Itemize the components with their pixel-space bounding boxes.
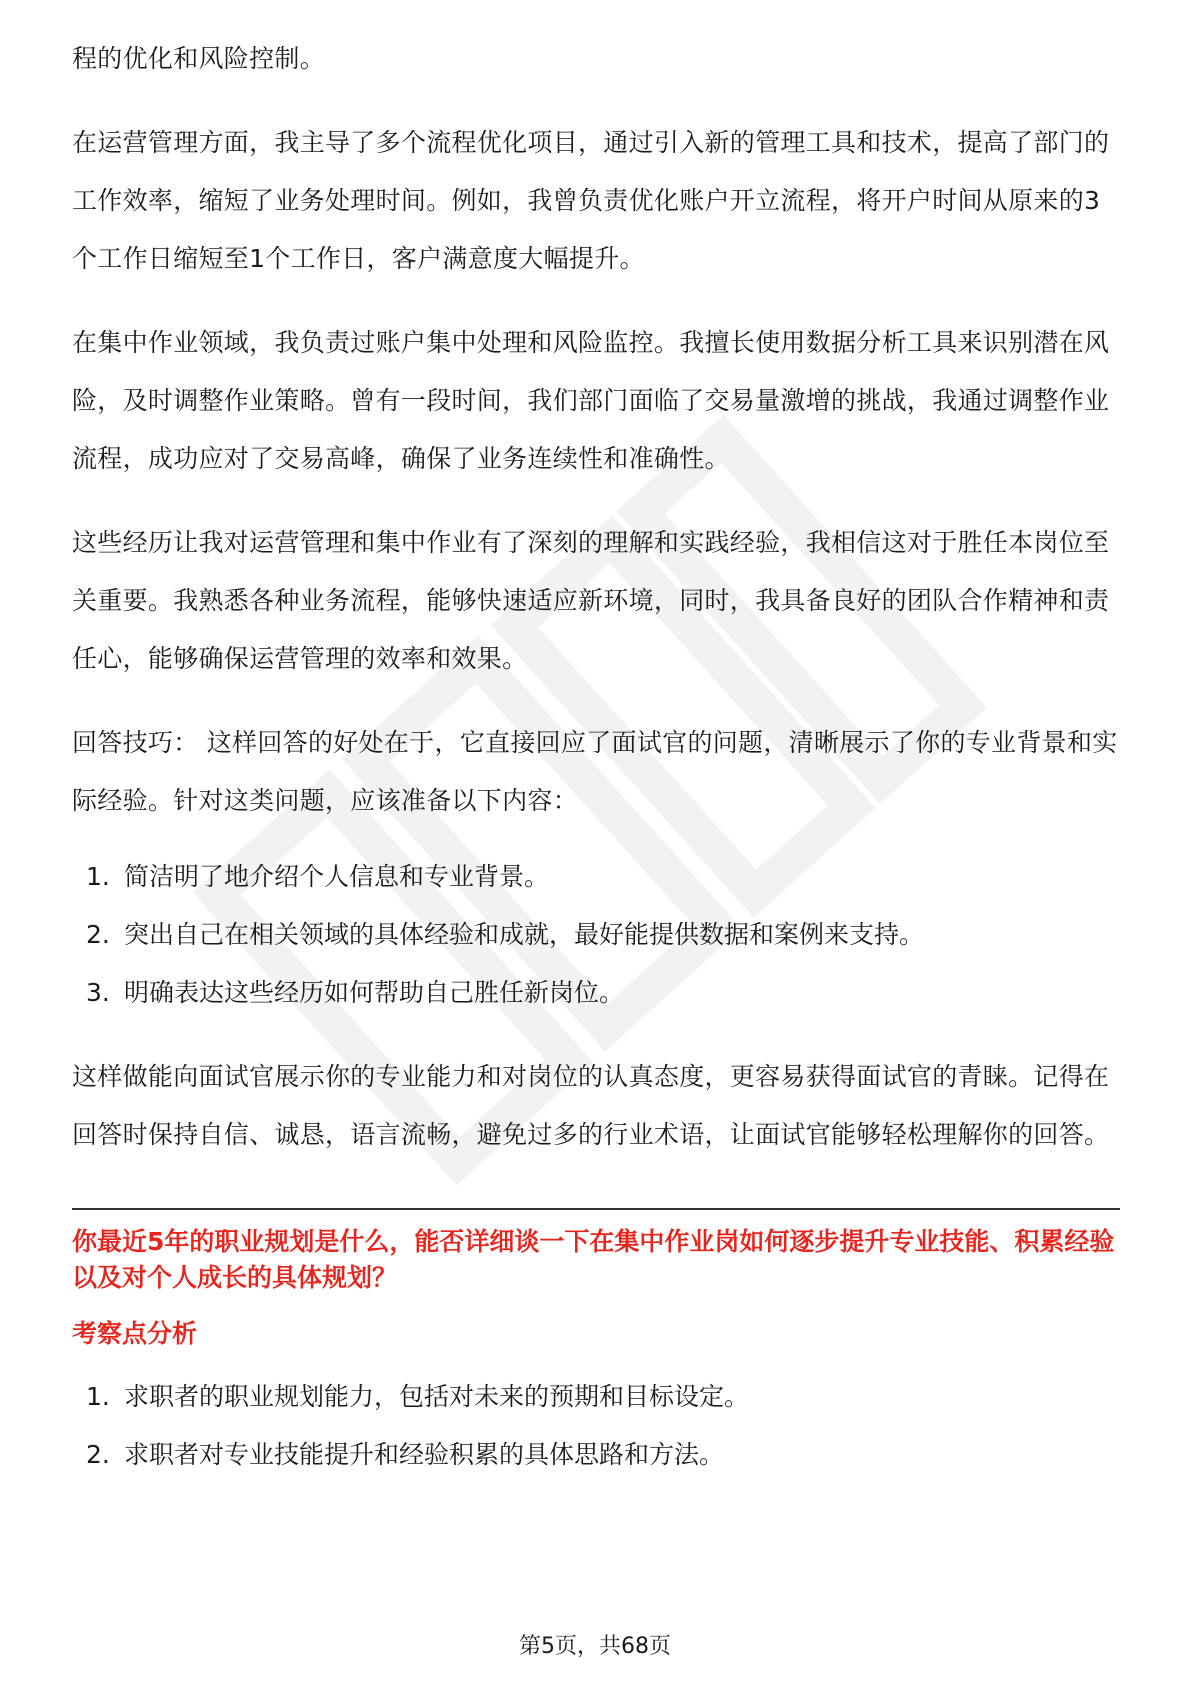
list-item [72,848,1120,906]
paragraph: 在集中作业领域，我负责过账户集中处理和风险监控。我擅长使用数据分析工具来识别潜在风险，及时调整作业策略。曾有一段时间，我们部门面临了交易量激增的挑战，我通过调整作业流程，成功应对了交易高峰，确保了业务连续性和准确性。 [72,328,1110,473]
list-text: 简洁明了地介绍个人信息和专业背景。 [124,862,550,891]
answer-tips-paragraph: 回答技巧： 这样回答的好处在于，它直接回应了面试官的问题，清晰展示了你的专业背景和实际经验。针对这类问题，应该准备以下内容： [72,728,1118,815]
paragraph: 在运营管理方面，我主导了多个流程优化项目，通过引入新的管理工具和技术，提高了部门的工作效率，缩短了业务处理时间。例如，我曾负责优化账户开立流程，将开户时间从原来的3个工作日缩短至1个工作日，客户满意度大幅提升。 [72,128,1110,273]
list-text: 求职者对专业技能提升和经验积累的具体思路和方法。 [124,1440,725,1469]
paragraph: 程的优化和风险控制。 [72,44,326,73]
page-footer: 第5页，共68页 [519,1634,671,1659]
list-item [72,1368,1120,1426]
list-item [72,964,1120,1022]
analysis-heading: 考察点分析 [72,1319,198,1348]
list-text: 突出自己在相关领域的具体经验和成就，最好能提供数据和案例来支持。 [124,920,925,949]
list-number: 2. [86,920,110,949]
list-number: 1. [86,862,110,891]
paragraph: 这些经历让我对运营管理和集中作业有了深刻的理解和实践经验，我相信这对于胜任本岗位至关重要。我熟悉各种业务流程，能够快速适应新环境，同时，我具备良好的团队合作精神和责任心，能够确保运营管理的效率和效果。 [72,528,1110,673]
tips-list [72,848,1120,1022]
list-item [72,906,1120,964]
list-number: 2. [86,1440,110,1469]
closing-paragraph: 这样做能向面试官展示你的专业能力和对岗位的认真态度，更容易获得面试官的青睐。记得在回答时保持自信、诚恳，语言流畅，避免过多的行业术语，让面试官能够轻松理解你的回答。 [72,1062,1110,1149]
list-number: 3. [86,978,110,1007]
list-item [72,1426,1120,1484]
content-column [72,30,1120,1484]
list-text: 明确表达这些经历如何帮助自己胜任新岗位。 [124,978,625,1007]
interview-question: 你最近5年的职业规划是什么，能否详细谈一下在集中作业岗如何逐步提升专业技能、积累经验以及对个人成长的具体规划？ [72,1227,1115,1292]
list-number: 1. [86,1382,110,1411]
list-text: 求职者的职业规划能力，包括对未来的预期和目标设定。 [124,1382,750,1411]
analysis-list [72,1368,1120,1484]
